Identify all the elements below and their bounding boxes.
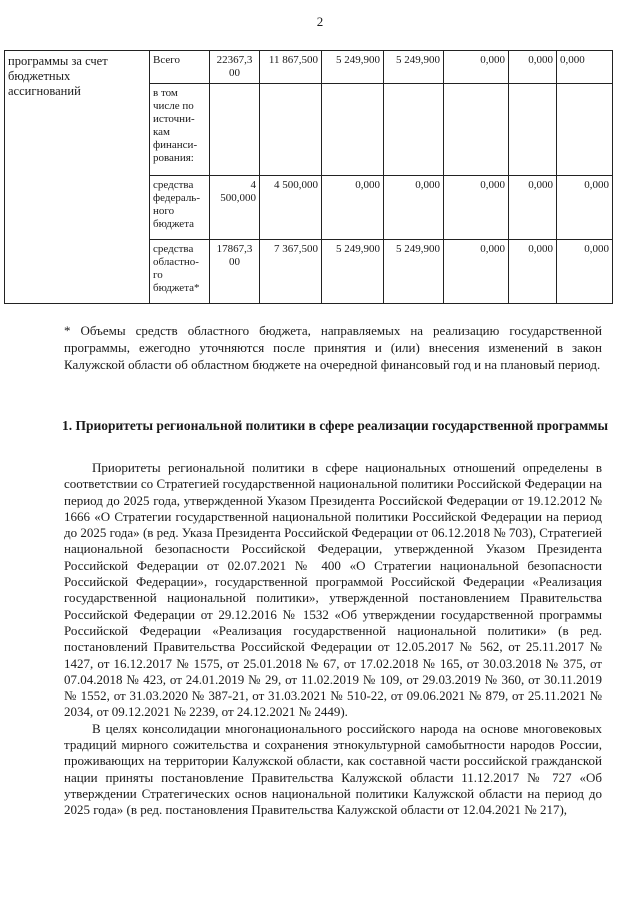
table-cell: 7 367,500 [260, 240, 322, 304]
row-label: средства федераль-ного бюджета [150, 176, 210, 240]
footnote: * Объемы средств областного бюджета, направляемых на реализацию государственной программы, ежегодно уточняются после принятия и (или) внесения изменений в закон Калужской области об областном бюджете на очередной финансовый год и на плановый период. [64, 323, 602, 372]
table-cell: 11 867,500 [260, 51, 322, 84]
table-cell: 5 249,900 [384, 240, 444, 304]
table-cell: 0,000 [509, 176, 557, 240]
table-cell: 4 500,000 [210, 176, 260, 240]
program-label-cell: программы за счет бюджетных ассигнований [5, 51, 150, 304]
row-label: средства областно-го бюджета* [150, 240, 210, 304]
table-cell: 0,000 [384, 176, 444, 240]
table-cell: 0,000 [557, 51, 613, 84]
table-cell [557, 84, 613, 176]
table-cell: 0,000 [557, 176, 613, 240]
table-row [5, 51, 613, 84]
table-cell [509, 84, 557, 176]
table-cell [322, 84, 384, 176]
page-number: 2 [316, 14, 324, 29]
table-cell [210, 84, 260, 176]
table-cell: 0,000 [557, 240, 613, 304]
table-cell: 5 249,900 [322, 240, 384, 304]
table-cell: 0,000 [509, 240, 557, 304]
table-cell: 0,000 [509, 51, 557, 84]
table-cell: 17867,3 00 [210, 240, 260, 304]
table-cell [384, 84, 444, 176]
table-cell [444, 84, 509, 176]
table-cell: 22367,3 00 [210, 51, 260, 84]
table-cell: 4 500,000 [260, 176, 322, 240]
table-cell: 5 249,900 [322, 51, 384, 84]
body-text [64, 460, 602, 819]
paragraph: Приоритеты региональной политики в сфере национальных отношений определены в соответствии со Стратегией государственной национальной политики Российской Федерации на период до 2025 года, утвержденной Указом Президента Российской Федерации от 19.12.2012 № 1666 «О Стратегии государственной национальной политики Российской Федерации на период до 2025 года» (в ред. Указа Президента Российской Федерации от 06.12.2018 № 703), Стратегией национальной безопасности Российской Федерации, утвержденной Указом Президента Российской Федерации от 02.07.2021 № 400 «О Стратегии национальной безопасности Российской Федерации», государственной программой Российской Федерации «Реализация государственной национальной политики», утвержденной постановлением Правительства Российской Федерации от 29.12.2016 № 1532 «Об утверждении государственной программы Российской Федерации «Реализация государственной национальной политики» (в ред. постановлений Правительства Российской Федерации от 12.05.2017 № 562, от 25.11.2017 № 1427, от 16.12.2017 № 1575, от 25.01.2018 № 67, от 17.02.2018 № 165, от 30.03.2018 № 375, от 07.04.2018 № 423, от 24.01.2019 № 29, от 11.02.2019 № 109, от 29.03.2019 № 360, от 30.11.2019 № 1552, от 31.03.2020 № 387-21, от 31.03.2021 № 510-22, от 09.06.2021 № 879, от 25.11.2021 № 2034, от 09.12.2021 № 2239, от 24.12.2021 № 2449). [64, 460, 602, 720]
table-cell: 5 249,900 [384, 51, 444, 84]
table-cell: 0,000 [444, 240, 509, 304]
section-title: 1. Приоритеты региональной политики в сфере реализации государственной программы [61, 418, 609, 433]
row-label: в том числе по источни-кам финанси-рования: [150, 84, 210, 176]
paragraph: В целях консолидации многонационального российского народа на основе многовековых традиций мирного сожительства и сохранения этнокультурной самобытности народов России, проживающих на территории Калужской области, как составной части российской гражданской нации приняты постановление Правительства Калужской области 11.12.2017 № 727 «Об утверждении Стратегических основ национальной политики Калужской области на период до 2025 года» (в ред. постановления Правительства Калужской области от 12.04.2021 № 217), [64, 720, 602, 818]
table-cell [260, 84, 322, 176]
row-label: Всего [150, 51, 210, 84]
funding-table [4, 50, 613, 304]
table-cell: 0,000 [444, 176, 509, 240]
table-cell: 0,000 [322, 176, 384, 240]
table-cell: 0,000 [444, 51, 509, 84]
